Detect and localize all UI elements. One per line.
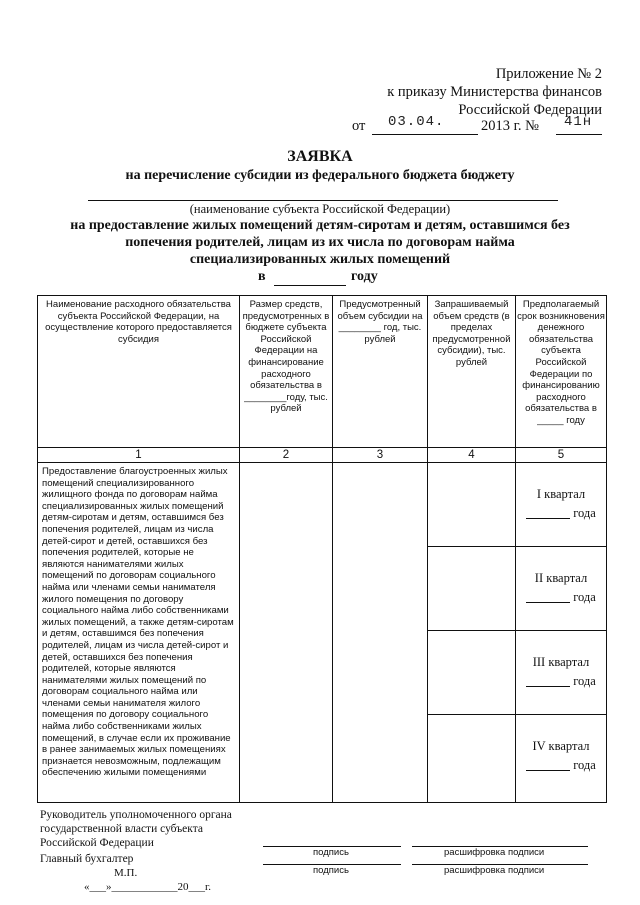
column-number-5: 5 bbox=[516, 448, 607, 463]
year-word: году bbox=[351, 269, 378, 284]
requested-funds-q1-cell[interactable] bbox=[428, 463, 516, 547]
appendix-label: Приложение № 2 bbox=[495, 66, 602, 82]
quarter-3-cell bbox=[516, 631, 607, 715]
subsidy-table bbox=[37, 295, 607, 803]
number-underline bbox=[556, 134, 602, 135]
quarter-4-year-word: года bbox=[573, 758, 596, 772]
ministry-name: Российской Федерации bbox=[458, 102, 602, 118]
subject-caption: (наименование субъекта Российской Федерации) bbox=[189, 202, 451, 216]
header-planned-subsidy: Предусмотренный объем субсидии на ________ год, тыс. рублей bbox=[333, 296, 428, 448]
title-line-2: на предоставление жилых помещений детям-сиротам и детям, оставшимся без bbox=[70, 218, 570, 233]
in-label: в bbox=[258, 269, 266, 284]
quarter-1-cell bbox=[516, 463, 607, 547]
from-label: от bbox=[352, 118, 366, 134]
header-expense-obligation: Наименование расходного обязательства субъекта Российской Федерации, на осуществление которого предоставляется субсидия bbox=[38, 296, 240, 448]
head-signature-caption: подпись bbox=[313, 847, 349, 858]
quarter-1-year-word: года bbox=[573, 506, 596, 520]
stamp-label: М.П. bbox=[114, 867, 138, 879]
header-requested-funds: Запрашиваемый объем средств (в пределах предусмотренной субсидии), тыс. рублей bbox=[428, 296, 516, 448]
document-title: ЗАЯВКА bbox=[287, 148, 353, 165]
head-decoding-caption: расшифровка подписи bbox=[444, 847, 545, 858]
quarter-2-year-word: года bbox=[573, 590, 596, 604]
quarter-3-label: III квартал bbox=[532, 655, 590, 669]
column-number-row bbox=[38, 448, 607, 463]
year-number-label: 2013 г. № bbox=[481, 118, 540, 134]
header-budget-funds: Размер средств, предусмотренных в бюджете субъекта Российской Федерации на финансирование расходного обязательства в ________году, тыс. рублей bbox=[240, 296, 333, 448]
head-title-line-2: государственной власти субъекта bbox=[40, 823, 203, 835]
accountant-decoding-caption: расшифровка подписи bbox=[444, 865, 545, 876]
header-obligation-term: Предполагаемый срок возникновения денежного обязательства субъекта Российской Федерации по финансированию расходного обязательства в _____ году bbox=[516, 296, 607, 448]
order-reference: к приказу Министерства финансов bbox=[387, 84, 602, 100]
year-blank-line bbox=[274, 285, 346, 286]
quarter-3-year-word: года bbox=[573, 674, 596, 688]
quarter-1-label: I квартал bbox=[536, 487, 586, 501]
table-header-row bbox=[38, 296, 607, 448]
quarter-2-cell bbox=[516, 547, 607, 631]
column-number-3: 3 bbox=[333, 448, 428, 463]
column-number-1: 1 bbox=[38, 448, 240, 463]
column-number-4: 4 bbox=[428, 448, 516, 463]
title-line-4: специализированных жилых помещений bbox=[189, 252, 451, 267]
signing-date: «___»____________20___г. bbox=[84, 881, 212, 893]
expense-obligation-description: Предоставление благоустроенных жилых помещений специализированного жилищного фонда по договорам найма специализированных жилых помещений детям-сиротам и детям, оставшимся без попечения родителей, лицам из числа детей-сирот и детей, оставшихся без попечения родителей, которые не являются нанимателями жилых помещений по договорам социального найма или членами семьи нанимателя жилого помещения по договору социального найма либо собственниками жилых помещений, а также детям-сиротам и детям, оставшимся без попечения родителей, лицам из числа детей-сирот и детей, оставшихся без попечения родителей, которые являются нанимателями жилых помещений по договорам социального найма или членами семьи нанимателя жилого помещения по договору социального найма либо собственниками жилых помещений, в случае если их проживание в ранее занимаемых жилых помещениях признается невозможным, подлежащим обеспечению жилыми помещениями bbox=[38, 463, 240, 803]
requested-funds-q4-cell[interactable] bbox=[428, 715, 516, 803]
head-title-line-3: Российской Федерации bbox=[40, 837, 154, 849]
requested-funds-q2-cell[interactable] bbox=[428, 547, 516, 631]
quarter-2-label: II квартал bbox=[534, 571, 588, 585]
order-number: 41н bbox=[564, 114, 593, 130]
title-line-1: на перечисление субсидии из федерального бюджета бюджету bbox=[125, 168, 515, 183]
requested-funds-q3-cell[interactable] bbox=[428, 631, 516, 715]
quarter-4-cell bbox=[516, 715, 607, 803]
date-underline bbox=[372, 134, 478, 135]
head-title-line-1: Руководитель уполномоченного органа bbox=[40, 809, 232, 821]
order-date: 03.04. bbox=[388, 114, 445, 130]
quarter-4-label: IV квартал bbox=[532, 739, 590, 753]
chief-accountant-label: Главный бухгалтер bbox=[40, 853, 134, 865]
accountant-signature-caption: подпись bbox=[313, 865, 349, 876]
budget-funds-cell[interactable] bbox=[240, 463, 333, 803]
table-row bbox=[38, 463, 607, 547]
column-number-2: 2 bbox=[240, 448, 333, 463]
title-line-3: попечения родителей, лицам из их числа по договорам найма bbox=[125, 235, 515, 250]
subject-name-line bbox=[88, 200, 558, 201]
planned-subsidy-cell[interactable] bbox=[333, 463, 428, 803]
